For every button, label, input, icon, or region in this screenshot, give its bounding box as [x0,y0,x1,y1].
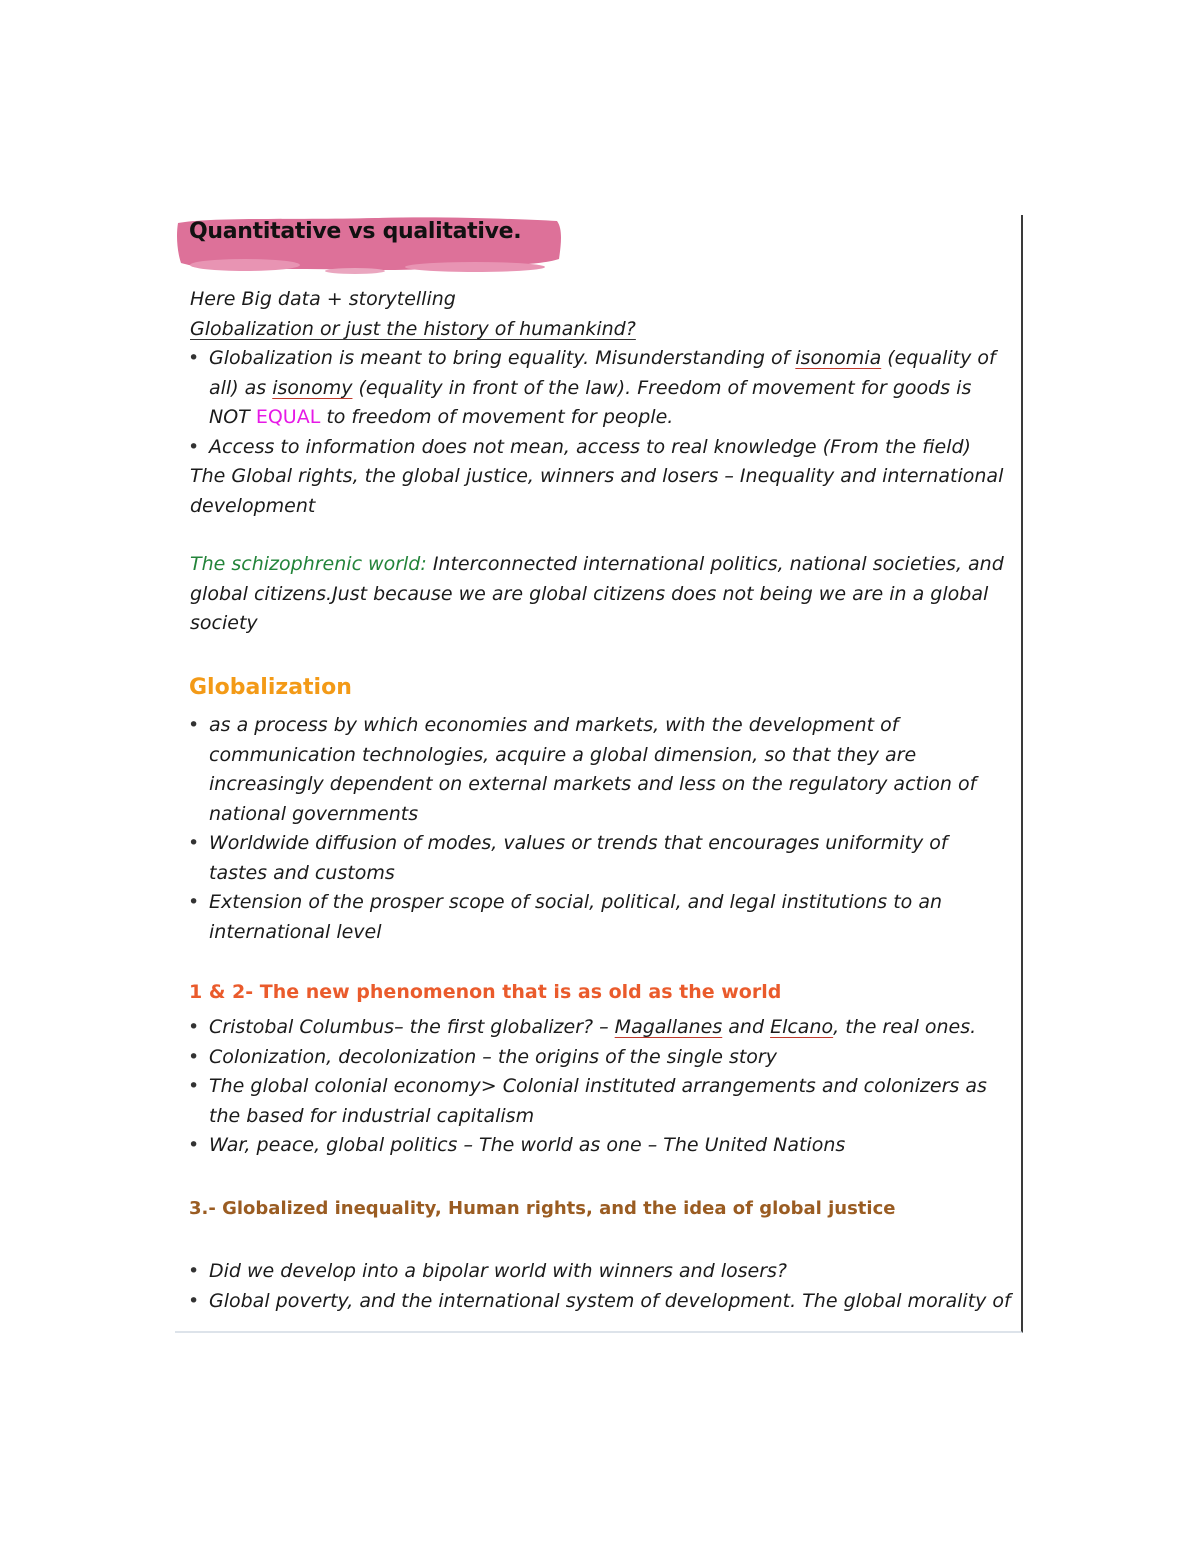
bullet-dot: • [188,1134,200,1156]
bullet-dot: • [188,1260,200,1282]
bullet-equality-line-2: all) as isonomy (equality in front of the law). Freedom of movement for goods is [209,376,972,399]
bullet-dot: • [188,435,200,458]
glob-item-2-line: Worldwide diffusion of modes, values or trends that encourages uniformity of [209,832,948,854]
spellcheck-word: Elcano [770,1016,834,1038]
section-3-heading: 3.- Globalized inequality, Human rights, and the idea of global justice [189,1198,896,1219]
glob-item-2-line: tastes and customs [209,861,395,884]
glob-item-1-line: communication technologies, acquire a global dimension, so that they are [209,743,917,766]
war-peace-item: War, peace, global politics – The world as one – The United Nations [209,1134,846,1156]
bullet-dot: • [188,891,200,913]
bipolar-item: Did we develop into a bipolar world with winners and losers? [209,1260,787,1282]
bullet-dot: • [188,347,200,369]
spellcheck-word: Magallanes [614,1016,723,1038]
intro-line: Here Big data + storytelling [190,288,456,310]
title-block [175,215,567,275]
glob-item-3-line: international level [209,920,382,943]
note-page [175,215,1023,1333]
spellcheck-word: isonomy [272,376,353,399]
colonial-economy-line: The global colonial economy> Colonial instituted arrangements and colonizers as [209,1075,987,1097]
bullet-equality-line-3: NOT EQUAL to freedom of movement for people. [209,406,674,428]
bullet-access: Access to information does not mean, access to real knowledge (From the field) [209,435,971,458]
schizo-line-2: global citizens.Just because we are global citizens does not being we are in a global [190,582,989,605]
colonial-economy-line: the based for industrial capitalism [209,1104,535,1127]
schizo-label: The schizophrenic world: [190,553,427,575]
schizo-line-1: The schizophrenic world: Interconnected international politics, national societies, and [190,553,1004,575]
poverty-item: Global poverty, and the international system of development. The global morality of [209,1289,1011,1312]
glob-item-1-line: increasingly dependent on external markets and less on the regulatory action of [209,773,977,795]
spellcheck-word: isonomia [795,347,882,369]
page-title: Quantitative vs qualitative. [189,219,522,244]
bullet-dot: • [188,1045,200,1068]
section-12-heading: 1 & 2- The new phenomenon that is as old as the world [189,981,782,1003]
schizo-line-3: society [190,612,258,634]
colonization-item: Colonization, decolonization – the origins of the single story [209,1045,777,1068]
bullet-dot: • [188,832,200,854]
bullet-dot: • [188,714,200,736]
bullet-dot: • [188,1016,200,1038]
intro-question: Globalization or just the history of humankind? [190,317,636,340]
columbus-item: Cristobal Columbus– the first globalizer? – Magallanes and Elcano, the real ones. [209,1016,977,1038]
glob-item-3-line: Extension of the prosper scope of social, political, and legal institutions to an [209,891,943,913]
bullet-dot: • [188,1289,200,1312]
rights-line: The Global rights, the global justice, winners and losers – Inequality and international [190,465,1004,487]
equal-highlight: EQUAL [255,406,321,428]
glob-item-1-line: national governments [209,802,419,825]
bullet-dot: • [188,1075,200,1097]
bullet-equality-line-1: Globalization is meant to bring equality. Misunderstanding of isonomia (equality of [209,347,996,369]
globalization-heading: Globalization [189,675,352,700]
glob-item-1-line: as a process by which economies and markets, with the development of [209,714,899,736]
rights-line: development [190,494,316,517]
